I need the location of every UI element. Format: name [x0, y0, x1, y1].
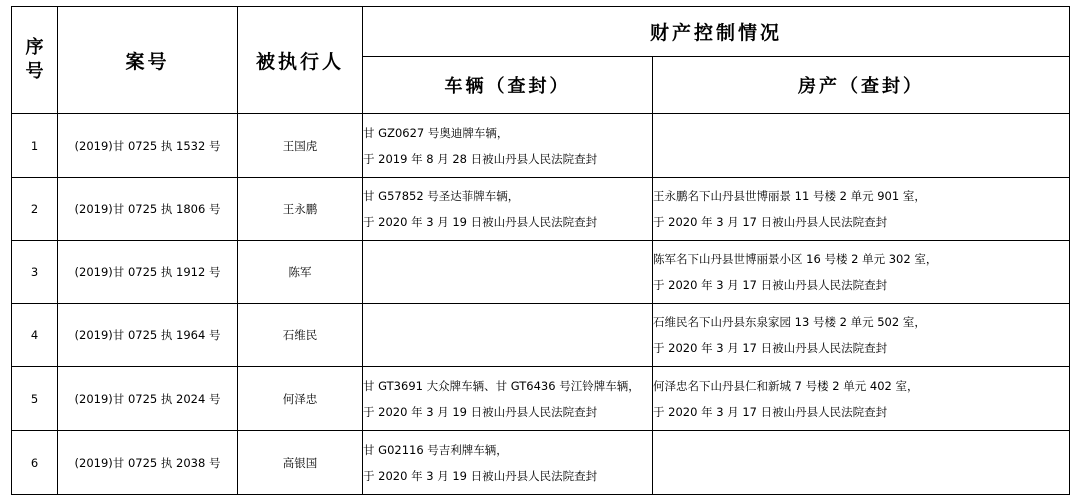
cell-house — [653, 304, 1070, 367]
vehicle-line: 于 2020 年 3 月 19 日被山丹县人民法院查封 — [363, 468, 598, 483]
cell-seq: 3 — [12, 241, 58, 304]
house-line: 何泽忠名下山丹县仁和新城 7 号楼 2 单元 402 室， — [653, 378, 919, 393]
header-seq — [12, 7, 58, 114]
cell-case-no: (2019)甘 0725 执 1532 号 — [58, 114, 238, 178]
house-line: 于 2020 年 3 月 17 日被山丹县人民法院查封 — [653, 341, 888, 355]
house-line: 于 2020 年 3 月 17 日被山丹县人民法院查封 — [653, 215, 888, 229]
table-row — [12, 304, 1070, 367]
house-line: 陈军名下山丹县世博丽景小区 16 号楼 2 单元 302 室， — [653, 252, 938, 266]
cell-person: 王国虎 — [238, 114, 363, 178]
vehicle-line: 甘 GZ0627 号奥迪牌车辆， — [363, 125, 509, 140]
vehicle-line: 于 2020 年 3 月 19 日被山丹县人民法院查封 — [363, 404, 598, 419]
cell-person: 何泽忠 — [238, 367, 363, 431]
cell-seq: 2 — [12, 178, 58, 241]
table-row — [12, 241, 1070, 304]
cell-seq: 4 — [12, 304, 58, 367]
header-property-control: 财产控制情况 — [363, 7, 1070, 57]
header-vehicle: 车辆（查封） — [363, 57, 653, 114]
vehicle-line: 甘 G02116 号吉利牌车辆， — [363, 442, 508, 457]
cell-seq: 5 — [12, 367, 58, 431]
cell-case-no: (2019)甘 0725 执 1964 号 — [58, 304, 238, 367]
vehicle-line: 甘 G57852 号圣达菲牌车辆， — [363, 189, 520, 203]
house-line: 王永鹏名下山丹县世博丽景 11 号楼 2 单元 901 室， — [653, 189, 926, 203]
cell-person: 陈军 — [238, 241, 363, 304]
cell-vehicle — [363, 114, 653, 178]
cell-case-no: (2019)甘 0725 执 1912 号 — [58, 241, 238, 304]
cell-house — [653, 114, 1070, 178]
cell-house — [653, 178, 1070, 241]
house-line: 于 2020 年 3 月 17 日被山丹县人民法院查封 — [653, 278, 888, 292]
cell-vehicle — [363, 178, 653, 241]
header-house: 房产（查封） — [653, 57, 1070, 114]
cell-case-no: (2019)甘 0725 执 2024 号 — [58, 367, 238, 431]
vehicle-line: 于 2019 年 8 月 28 日被山丹县人民法院查封 — [363, 151, 598, 166]
table-row — [12, 431, 1070, 495]
cell-person: 王永鹏 — [238, 178, 363, 241]
table-row — [12, 114, 1070, 178]
cell-vehicle — [363, 241, 653, 304]
vehicle-line: 于 2020 年 3 月 19 日被山丹县人民法院查封 — [363, 215, 598, 229]
cell-case-no: (2019)甘 0725 执 2038 号 — [58, 431, 238, 495]
cell-vehicle — [363, 367, 653, 431]
cell-house — [653, 367, 1070, 431]
cell-vehicle — [363, 304, 653, 367]
header-person: 被执行人 — [238, 7, 363, 114]
cell-seq: 6 — [12, 431, 58, 495]
cell-person: 石维民 — [238, 304, 363, 367]
cell-seq: 1 — [12, 114, 58, 178]
table-row — [12, 367, 1070, 431]
house-line: 于 2020 年 3 月 17 日被山丹县人民法院查封 — [653, 404, 888, 419]
cell-house — [653, 431, 1070, 495]
cell-person: 高银国 — [238, 431, 363, 495]
header-seq-label: 序号 — [25, 37, 44, 82]
cell-case-no: (2019)甘 0725 执 1806 号 — [58, 178, 238, 241]
vehicle-line: 甘 GT3691 大众牌车辆、甘 GT6436 号江铃牌车辆， — [363, 378, 640, 393]
house-line: 石维民名下山丹县东泉家园 13 号楼 2 单元 502 室， — [653, 315, 926, 329]
table-row — [12, 178, 1070, 241]
header-case-no: 案号 — [58, 7, 238, 114]
cell-house — [653, 241, 1070, 304]
cell-vehicle — [363, 431, 653, 495]
property-control-table — [11, 6, 1070, 495]
